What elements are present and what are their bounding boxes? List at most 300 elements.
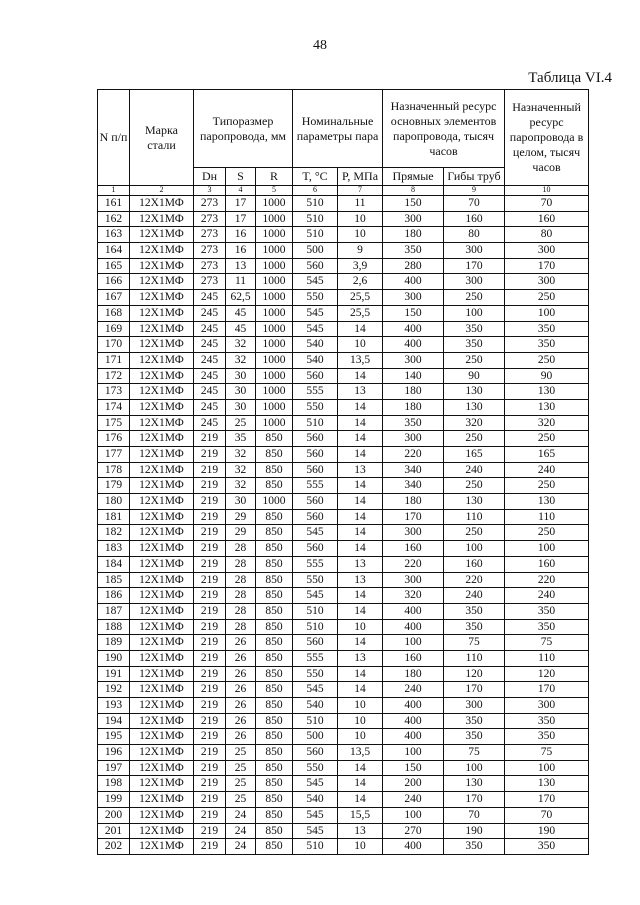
table-header — [98, 90, 589, 196]
cell-total: 130 — [505, 776, 589, 792]
cell-dn: 245 — [194, 305, 226, 321]
cell-steel-grade: 12Х1МФ — [130, 776, 194, 792]
cell-s: 24 — [226, 807, 256, 823]
cell-s: 24 — [226, 823, 256, 839]
cell-total: 250 — [505, 478, 589, 494]
cell-steel-grade: 12Х1МФ — [130, 478, 194, 494]
table-row — [98, 760, 589, 776]
cell-bends: 250 — [444, 290, 505, 306]
cell-total: 130 — [505, 384, 589, 400]
cell-s: 17 — [226, 196, 256, 212]
cell-total: 190 — [505, 823, 589, 839]
cell-temperature: 545 — [293, 525, 338, 541]
cell-total: 240 — [505, 462, 589, 478]
cell-temperature: 510 — [293, 839, 338, 855]
cell-steel-grade: 12Х1МФ — [130, 807, 194, 823]
cell-steel-grade: 12Х1МФ — [130, 368, 194, 384]
cell-s: 16 — [226, 243, 256, 259]
cell-total: 350 — [505, 321, 589, 337]
cell-number: 192 — [98, 682, 130, 698]
table-row — [98, 243, 589, 259]
cell-bends: 170 — [444, 792, 505, 808]
cell-bends: 130 — [444, 384, 505, 400]
table-row — [98, 713, 589, 729]
cell-bends: 100 — [444, 541, 505, 557]
cell-temperature: 560 — [293, 745, 338, 761]
cell-steel-grade: 12Х1МФ — [130, 352, 194, 368]
cell-straight: 270 — [383, 823, 444, 839]
cell-s: 30 — [226, 368, 256, 384]
cell-s: 30 — [226, 384, 256, 400]
cell-total: 70 — [505, 196, 589, 212]
cell-r: 1000 — [256, 368, 293, 384]
cell-dn: 219 — [194, 698, 226, 714]
subheader-r: R — [256, 168, 293, 186]
cell-steel-grade: 12Х1МФ — [130, 603, 194, 619]
cell-straight: 180 — [383, 227, 444, 243]
cell-number: 163 — [98, 227, 130, 243]
cell-r: 850 — [256, 635, 293, 651]
cell-dn: 219 — [194, 713, 226, 729]
cell-temperature: 545 — [293, 305, 338, 321]
cell-number: 170 — [98, 337, 130, 353]
cell-pressure: 14 — [338, 588, 383, 604]
table-row — [98, 650, 589, 666]
cell-s: 28 — [226, 603, 256, 619]
cell-bends: 160 — [444, 211, 505, 227]
cell-steel-grade: 12Х1МФ — [130, 399, 194, 415]
cell-temperature: 545 — [293, 682, 338, 698]
cell-temperature: 560 — [293, 368, 338, 384]
cell-pressure: 10 — [338, 337, 383, 353]
table-row — [98, 399, 589, 415]
cell-temperature: 510 — [293, 619, 338, 635]
cell-total: 350 — [505, 839, 589, 855]
cell-steel-grade: 12Х1МФ — [130, 211, 194, 227]
cell-pressure: 10 — [338, 619, 383, 635]
cell-dn: 245 — [194, 415, 226, 431]
cell-straight: 300 — [383, 431, 444, 447]
cell-straight: 400 — [383, 274, 444, 290]
cell-bends: 165 — [444, 447, 505, 463]
cell-bends: 250 — [444, 352, 505, 368]
cell-steel-grade: 12Х1МФ — [130, 823, 194, 839]
cell-dn: 219 — [194, 823, 226, 839]
cell-steel-grade: 12Х1МФ — [130, 729, 194, 745]
cell-dn: 245 — [194, 399, 226, 415]
table-row — [98, 258, 589, 274]
cell-dn: 219 — [194, 478, 226, 494]
cell-dn: 219 — [194, 494, 226, 510]
table-row — [98, 305, 589, 321]
cell-r: 850 — [256, 760, 293, 776]
cell-number: 197 — [98, 760, 130, 776]
cell-temperature: 560 — [293, 431, 338, 447]
cell-pressure: 14 — [338, 792, 383, 808]
cell-s: 32 — [226, 337, 256, 353]
cell-pressure: 11 — [338, 196, 383, 212]
cell-bends: 80 — [444, 227, 505, 243]
cell-straight: 300 — [383, 572, 444, 588]
cell-number: 195 — [98, 729, 130, 745]
cell-bends: 320 — [444, 415, 505, 431]
cell-temperature: 545 — [293, 807, 338, 823]
cell-pressure: 13 — [338, 650, 383, 666]
cell-r: 850 — [256, 478, 293, 494]
cell-steel-grade: 12Х1МФ — [130, 462, 194, 478]
cell-pressure: 14 — [338, 603, 383, 619]
cell-dn: 245 — [194, 352, 226, 368]
cell-number: 194 — [98, 713, 130, 729]
cell-temperature: 540 — [293, 352, 338, 368]
cell-dn: 219 — [194, 509, 226, 525]
column-number: 9 — [444, 186, 505, 196]
cell-straight: 400 — [383, 603, 444, 619]
cell-temperature: 510 — [293, 713, 338, 729]
column-number: 8 — [383, 186, 444, 196]
cell-pressure: 14 — [338, 399, 383, 415]
cell-dn: 219 — [194, 447, 226, 463]
cell-bends: 350 — [444, 619, 505, 635]
cell-temperature: 550 — [293, 760, 338, 776]
cell-steel-grade: 12Х1МФ — [130, 196, 194, 212]
cell-pressure: 10 — [338, 713, 383, 729]
cell-r: 850 — [256, 698, 293, 714]
cell-number: 196 — [98, 745, 130, 761]
cell-total: 75 — [505, 745, 589, 761]
cell-steel-grade: 12Х1МФ — [130, 792, 194, 808]
cell-bends: 75 — [444, 745, 505, 761]
cell-r: 1000 — [256, 243, 293, 259]
cell-r: 850 — [256, 682, 293, 698]
cell-s: 28 — [226, 619, 256, 635]
table-row — [98, 698, 589, 714]
cell-dn: 273 — [194, 274, 226, 290]
cell-temperature: 510 — [293, 603, 338, 619]
cell-steel-grade: 12Х1МФ — [130, 243, 194, 259]
cell-s: 25 — [226, 776, 256, 792]
table-row — [98, 368, 589, 384]
cell-bends: 300 — [444, 243, 505, 259]
cell-number: 176 — [98, 431, 130, 447]
cell-straight: 240 — [383, 682, 444, 698]
cell-bends: 350 — [444, 839, 505, 855]
cell-s: 25 — [226, 415, 256, 431]
table-caption: Таблица VI.4 — [528, 70, 612, 86]
cell-r: 850 — [256, 572, 293, 588]
cell-temperature: 555 — [293, 478, 338, 494]
cell-dn: 245 — [194, 368, 226, 384]
cell-s: 35 — [226, 431, 256, 447]
cell-s: 26 — [226, 713, 256, 729]
table-row — [98, 839, 589, 855]
cell-dn: 219 — [194, 431, 226, 447]
table-row — [98, 431, 589, 447]
cell-number: 186 — [98, 588, 130, 604]
cell-s: 26 — [226, 698, 256, 714]
cell-temperature: 545 — [293, 823, 338, 839]
column-number: 10 — [505, 186, 589, 196]
cell-dn: 219 — [194, 462, 226, 478]
cell-total: 300 — [505, 274, 589, 290]
cell-straight: 320 — [383, 588, 444, 604]
cell-bends: 100 — [444, 760, 505, 776]
page-number: 48 — [313, 38, 327, 53]
cell-steel-grade: 12Х1МФ — [130, 760, 194, 776]
cell-temperature: 560 — [293, 462, 338, 478]
header-number: N п/п — [98, 90, 130, 186]
cell-temperature: 540 — [293, 337, 338, 353]
cell-r: 850 — [256, 666, 293, 682]
table-row — [98, 196, 589, 212]
cell-r: 850 — [256, 541, 293, 557]
cell-r: 850 — [256, 556, 293, 572]
cell-pressure: 10 — [338, 211, 383, 227]
cell-straight: 400 — [383, 713, 444, 729]
cell-straight: 180 — [383, 666, 444, 682]
cell-steel-grade: 12Х1МФ — [130, 509, 194, 525]
cell-straight: 180 — [383, 399, 444, 415]
cell-steel-grade: 12Х1МФ — [130, 415, 194, 431]
cell-r: 850 — [256, 588, 293, 604]
cell-s: 25 — [226, 745, 256, 761]
cell-pressure: 25,5 — [338, 305, 383, 321]
cell-bends: 130 — [444, 399, 505, 415]
cell-total: 170 — [505, 258, 589, 274]
cell-total: 320 — [505, 415, 589, 431]
cell-dn: 273 — [194, 243, 226, 259]
cell-number: 169 — [98, 321, 130, 337]
table-row — [98, 556, 589, 572]
cell-total: 300 — [505, 243, 589, 259]
cell-total: 250 — [505, 290, 589, 306]
cell-r: 850 — [256, 713, 293, 729]
cell-r: 1000 — [256, 305, 293, 321]
cell-pressure: 2,6 — [338, 274, 383, 290]
cell-straight: 300 — [383, 525, 444, 541]
cell-straight: 150 — [383, 196, 444, 212]
cell-bends: 250 — [444, 478, 505, 494]
cell-total: 300 — [505, 698, 589, 714]
table-row — [98, 227, 589, 243]
cell-number: 182 — [98, 525, 130, 541]
cell-pressure: 14 — [338, 478, 383, 494]
cell-pressure: 14 — [338, 682, 383, 698]
cell-bends: 220 — [444, 572, 505, 588]
cell-s: 30 — [226, 494, 256, 510]
cell-straight: 340 — [383, 478, 444, 494]
cell-straight: 170 — [383, 509, 444, 525]
cell-steel-grade: 12Х1МФ — [130, 839, 194, 855]
cell-number: 185 — [98, 572, 130, 588]
table-row — [98, 211, 589, 227]
cell-number: 184 — [98, 556, 130, 572]
cell-straight: 300 — [383, 290, 444, 306]
cell-steel-grade: 12Х1МФ — [130, 321, 194, 337]
cell-number: 168 — [98, 305, 130, 321]
cell-straight: 340 — [383, 462, 444, 478]
cell-temperature: 510 — [293, 196, 338, 212]
table-row — [98, 745, 589, 761]
cell-steel-grade: 12Х1МФ — [130, 431, 194, 447]
cell-number: 187 — [98, 603, 130, 619]
cell-straight: 400 — [383, 337, 444, 353]
cell-r: 1000 — [256, 274, 293, 290]
cell-pressure: 14 — [338, 635, 383, 651]
cell-r: 1000 — [256, 384, 293, 400]
cell-straight: 180 — [383, 494, 444, 510]
cell-total: 100 — [505, 305, 589, 321]
column-number: 1 — [98, 186, 130, 196]
cell-bends: 240 — [444, 462, 505, 478]
cell-pressure: 10 — [338, 839, 383, 855]
cell-straight: 350 — [383, 243, 444, 259]
table-row — [98, 807, 589, 823]
cell-steel-grade: 12Х1МФ — [130, 290, 194, 306]
cell-r: 850 — [256, 431, 293, 447]
cell-total: 350 — [505, 337, 589, 353]
cell-steel-grade: 12Х1МФ — [130, 494, 194, 510]
cell-s: 26 — [226, 650, 256, 666]
cell-r: 1000 — [256, 399, 293, 415]
cell-s: 32 — [226, 462, 256, 478]
cell-dn: 273 — [194, 227, 226, 243]
cell-number: 190 — [98, 650, 130, 666]
cell-total: 170 — [505, 792, 589, 808]
cell-number: 201 — [98, 823, 130, 839]
cell-steel-grade: 12Х1МФ — [130, 556, 194, 572]
cell-bends: 350 — [444, 321, 505, 337]
cell-total: 110 — [505, 650, 589, 666]
cell-dn: 245 — [194, 337, 226, 353]
cell-s: 24 — [226, 839, 256, 855]
cell-s: 62,5 — [226, 290, 256, 306]
cell-number: 181 — [98, 509, 130, 525]
cell-r: 850 — [256, 807, 293, 823]
cell-temperature: 500 — [293, 243, 338, 259]
cell-pressure: 13,5 — [338, 745, 383, 761]
cell-temperature: 550 — [293, 666, 338, 682]
cell-total: 80 — [505, 227, 589, 243]
cell-steel-grade: 12Х1МФ — [130, 619, 194, 635]
cell-r: 1000 — [256, 494, 293, 510]
cell-bends: 300 — [444, 274, 505, 290]
table-row — [98, 729, 589, 745]
cell-s: 28 — [226, 541, 256, 557]
cell-steel-grade: 12Х1МФ — [130, 337, 194, 353]
cell-dn: 219 — [194, 745, 226, 761]
cell-temperature: 555 — [293, 384, 338, 400]
cell-total: 220 — [505, 572, 589, 588]
cell-number: 165 — [98, 258, 130, 274]
cell-dn: 273 — [194, 211, 226, 227]
cell-straight: 220 — [383, 447, 444, 463]
cell-bends: 130 — [444, 494, 505, 510]
cell-bends: 160 — [444, 556, 505, 572]
cell-straight: 100 — [383, 807, 444, 823]
cell-bends: 240 — [444, 588, 505, 604]
cell-total: 75 — [505, 635, 589, 651]
cell-steel-grade: 12Х1МФ — [130, 572, 194, 588]
table-row — [98, 321, 589, 337]
header-resource-elements: Назначенный ресурс основных элементов паропровода, тысяч часов — [383, 90, 505, 168]
table-row — [98, 494, 589, 510]
column-number-row — [98, 186, 589, 196]
cell-number: 166 — [98, 274, 130, 290]
cell-straight: 160 — [383, 541, 444, 557]
cell-number: 162 — [98, 211, 130, 227]
cell-total: 165 — [505, 447, 589, 463]
cell-straight: 160 — [383, 650, 444, 666]
cell-temperature: 560 — [293, 494, 338, 510]
cell-temperature: 545 — [293, 588, 338, 604]
cell-dn: 219 — [194, 760, 226, 776]
cell-pressure: 14 — [338, 541, 383, 557]
cell-temperature: 560 — [293, 635, 338, 651]
table-row — [98, 447, 589, 463]
cell-temperature: 540 — [293, 792, 338, 808]
cell-bends: 170 — [444, 682, 505, 698]
cell-dn: 219 — [194, 792, 226, 808]
cell-dn: 219 — [194, 525, 226, 541]
cell-bends: 350 — [444, 713, 505, 729]
cell-s: 30 — [226, 399, 256, 415]
cell-temperature: 500 — [293, 729, 338, 745]
column-number: 3 — [194, 186, 226, 196]
cell-straight: 180 — [383, 384, 444, 400]
cell-steel-grade: 12Х1МФ — [130, 447, 194, 463]
cell-straight: 220 — [383, 556, 444, 572]
cell-bends: 190 — [444, 823, 505, 839]
table-row — [98, 415, 589, 431]
cell-s: 26 — [226, 682, 256, 698]
cell-number: 174 — [98, 399, 130, 415]
cell-dn: 219 — [194, 635, 226, 651]
cell-r: 850 — [256, 650, 293, 666]
cell-bends: 350 — [444, 337, 505, 353]
cell-r: 1000 — [256, 415, 293, 431]
cell-pressure: 3,9 — [338, 258, 383, 274]
cell-s: 32 — [226, 447, 256, 463]
column-number: 7 — [338, 186, 383, 196]
cell-number: 191 — [98, 666, 130, 682]
cell-total: 350 — [505, 713, 589, 729]
subheader-pressure: P, МПа — [338, 168, 383, 186]
cell-number: 175 — [98, 415, 130, 431]
subheader-temperature: T, °C — [293, 168, 338, 186]
cell-straight: 100 — [383, 635, 444, 651]
cell-dn: 219 — [194, 650, 226, 666]
cell-r: 850 — [256, 745, 293, 761]
cell-number: 200 — [98, 807, 130, 823]
cell-r: 850 — [256, 509, 293, 525]
cell-r: 850 — [256, 447, 293, 463]
cell-total: 160 — [505, 556, 589, 572]
cell-pressure: 15,5 — [338, 807, 383, 823]
cell-s: 45 — [226, 305, 256, 321]
cell-number: 180 — [98, 494, 130, 510]
cell-s: 25 — [226, 792, 256, 808]
header-pipe-size: Типоразмер паропровода, мм — [194, 90, 293, 168]
cell-steel-grade: 12Х1МФ — [130, 745, 194, 761]
cell-pressure: 10 — [338, 227, 383, 243]
cell-number: 193 — [98, 698, 130, 714]
table-row — [98, 525, 589, 541]
cell-straight: 140 — [383, 368, 444, 384]
cell-s: 29 — [226, 509, 256, 525]
table-row — [98, 823, 589, 839]
cell-r: 1000 — [256, 196, 293, 212]
